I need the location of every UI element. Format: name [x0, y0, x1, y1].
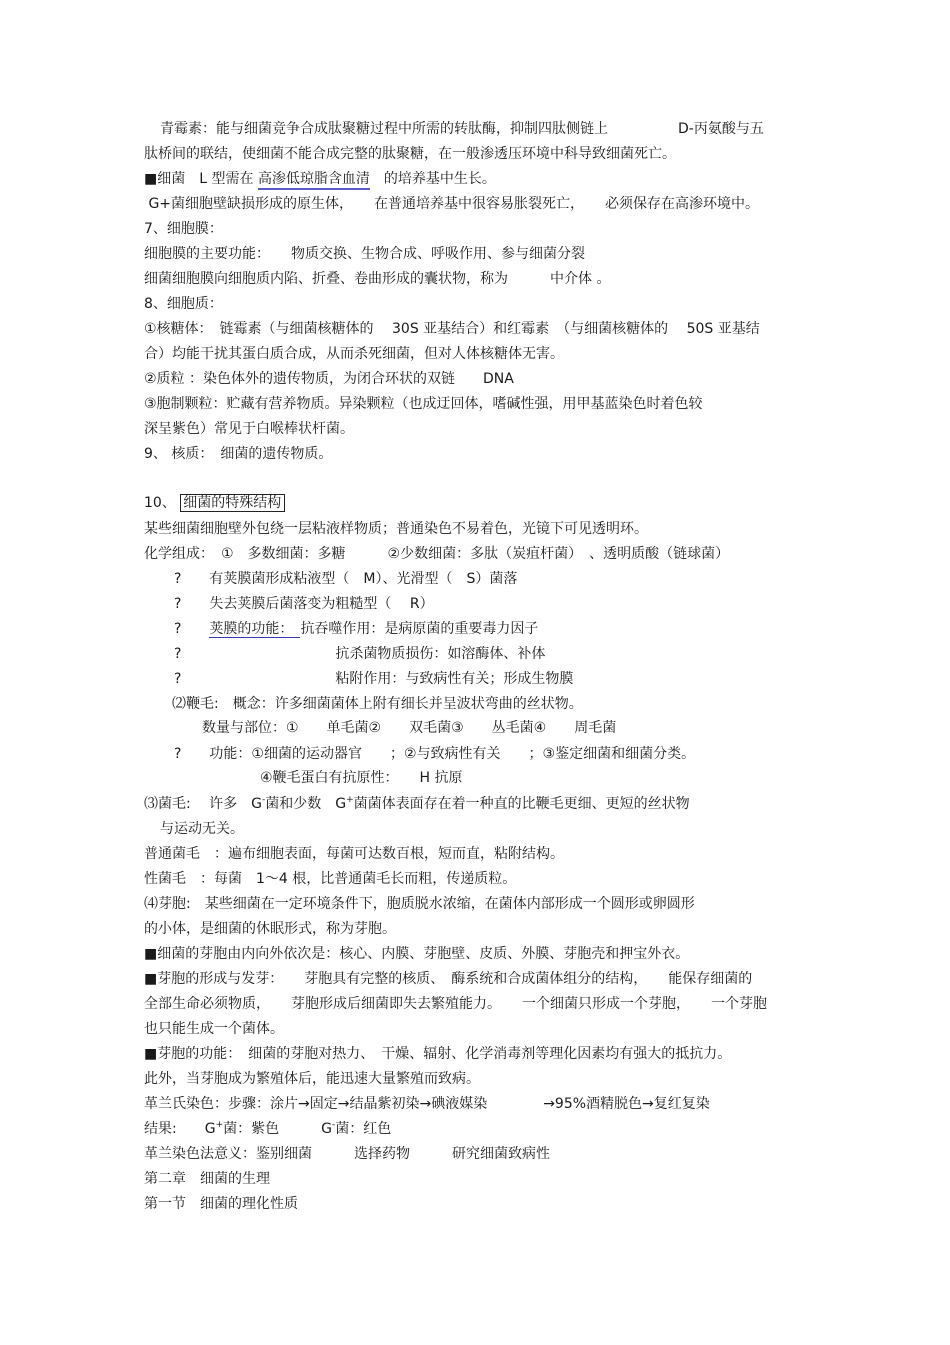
- chapter-heading: 第二章 细菌的生理: [144, 1171, 270, 1187]
- text-line: ⑵鞭毛: 概念：许多细菌菌体上附有细长并呈波状弯曲的丝状物。: [172, 696, 583, 712]
- text-line: 普通菌毛 ：遍布细胞表面，每菌可达数百根，短而直，粘附结构。: [144, 846, 564, 862]
- text-segment: 抗吞噬作用：是病原菌的重要毒力因子: [300, 621, 539, 637]
- text-line: 细菌细胞膜向细胞质内陷、折叠、卷曲形成的囊状物，称为 中介体 。: [144, 271, 611, 287]
- text-line: [144, 1120, 391, 1138]
- text-segment: 的培养基中生长。: [369, 171, 496, 187]
- text-line: [144, 795, 690, 813]
- text-line: 细胞膜的主要功能： 物质交换、生物合成、呼吸作用、参与细菌分裂: [144, 246, 585, 262]
- text-line: 化学组成： ① 多数细菌：多糖 ②少数细菌：多肽（炭疽杆菌） 、透明质酸（链球菌）: [144, 546, 730, 562]
- text-line: ③胞制颗粒：贮藏有营养物质。异染颗粒（也成迂回体，嗜碱性强，用甲基蓝染色时着色较: [144, 396, 703, 412]
- text-line: 青霉素：能与细菌竞争合成肽聚糖过程中所需的转肽酶，抑制四肽侧链上 D-丙氨酸与五: [160, 121, 764, 137]
- text-segment: 10、: [144, 495, 181, 511]
- text-line: 革兰氏染色：步骤：涂片→固定→结晶紫初染→碘液媒染 →95%酒精脱色→复红复染: [144, 1096, 710, 1112]
- text-line: ■芽胞的功能： 细菌的芽胞对热力、 干燥、辐射、化学消毒剂等理化因素均有强大的抵抗力。: [144, 1046, 732, 1062]
- superscript: -: [262, 795, 266, 805]
- text-line: ? 粘附作用：与致病性有关；形成生物膜: [174, 671, 574, 687]
- text-line: ④鞭毛蛋白有抗原性： H 抗原: [260, 770, 463, 786]
- text-line: ? 有荚膜菌形成粘液型（ M）、光滑型（ S）菌落: [174, 571, 518, 587]
- text-line: 也只能生成一个菌体。: [144, 1021, 284, 1037]
- text-line: 肽桥间的联结，使细菌不能合成完整的肽聚糖，在一般渗透压环境中科导致细菌死亡。: [144, 146, 676, 162]
- text-line: [144, 170, 496, 188]
- text-segment: 菌和少数 G: [265, 796, 347, 812]
- text-segment: ■细菌 L 型需在: [144, 171, 258, 187]
- text-line: ? 抗杀菌物质损伤：如溶酶体、补体: [174, 646, 546, 662]
- text-segment: 菌：紫色 G: [223, 1121, 332, 1137]
- text-line: 全部生命必须物质， 芽胞形成后细菌即失去繁殖能力。 一个细菌只形成一个芽胞， 一个芽胞: [144, 996, 767, 1012]
- text-segment: 菌菌体表面存在着一种直的比鞭毛更细、更短的丝状物: [353, 796, 690, 812]
- underlined-term: 荚膜的功能：: [209, 621, 301, 637]
- text-segment: ⑶菌毛: 许多 G: [144, 796, 263, 812]
- superscript: -: [331, 1120, 336, 1130]
- text-line: 数量与部位：① 单毛菌② 双毛菌③ 丛毛菌④ 周毛菌: [202, 720, 617, 736]
- text-line: ①核糖体： 链霉素（与细菌核糖体的 30S 亚基结合）和红霉素 （与细菌核糖体的 50S 亚基结: [144, 321, 760, 337]
- section-heading: 8、细胞质：: [144, 296, 223, 312]
- section-heading: 7、细胞膜：: [144, 221, 223, 237]
- text-line: ■细菌的芽胞由内向外依次是：核心、内膜、芽胞壁、皮质、外膜、芽胞壳和押宝外衣。: [144, 946, 690, 962]
- text-line: 与运动无关。: [160, 821, 244, 837]
- text-line: ? 失去荚膜后菌落变为粗糙型（ R）: [174, 596, 434, 612]
- text-line: 深呈紫色）常见于白喉棒状杆菌。: [144, 421, 354, 437]
- superscript: +: [215, 1120, 224, 1130]
- text-line: [174, 620, 538, 638]
- text-segment: 菌：红色: [335, 1121, 392, 1137]
- text-line: 革兰染色法意义：鉴别细菌 选择药物 研究细菌致病性: [144, 1146, 550, 1162]
- boxed-heading: 细菌的特殊结构: [180, 494, 285, 512]
- text-line: 的小体，是细菌的休眠形式，称为芽胞。: [144, 921, 396, 937]
- text-line: ■芽胞的形成与发芽： 芽胞具有完整的核质、 酶系统和合成菌体组分的结构， 能保存细菌的: [144, 971, 753, 987]
- text-line: 此外，当芽胞成为繁殖体后，能迅速大量繁殖而致病。: [144, 1071, 480, 1087]
- text-line: G+菌细胞壁缺损形成的原生体， 在普通培养基中很容易胀裂死亡， 必须保存在高渗环境中。: [144, 196, 760, 212]
- underlined-term: 高渗低琼脂含血清: [258, 171, 370, 190]
- text-segment: ?: [174, 621, 210, 637]
- text-line: 某些细菌细胞壁外包绕一层粘液样物质；普通染色不易着色，光镜下可见透明环。: [144, 521, 648, 537]
- text-segment: 结果: G: [144, 1121, 216, 1137]
- text-line: ②质粒 ：染色体外的遗传物质，为闭合环状的双链 DNA: [144, 371, 514, 387]
- text-line: 性菌毛 ：每菌 1～4 根，比普通菌毛长而粗，传递质粒。: [144, 871, 517, 887]
- superscript: +: [346, 795, 354, 805]
- text-line: ⑷芽胞: 某些细菌在一定环境条件下，胞质脱水浓缩，在菌体内部形成一个圆形或卵圆形: [144, 896, 695, 912]
- text-line: ? 功能：①细菌的运动器官 ；②与致病性有关 ；③鉴定细菌和细菌分类。: [174, 746, 696, 762]
- text-line: 合）均能干扰其蛋白质合成，从而杀死细菌，但对人体核糖体无害。: [144, 346, 564, 362]
- section-heading: 第一节 细菌的理化性质: [144, 1196, 298, 1212]
- section-heading: 9、 核质： 细菌的遗传物质。: [144, 446, 333, 462]
- section-heading: [144, 494, 285, 512]
